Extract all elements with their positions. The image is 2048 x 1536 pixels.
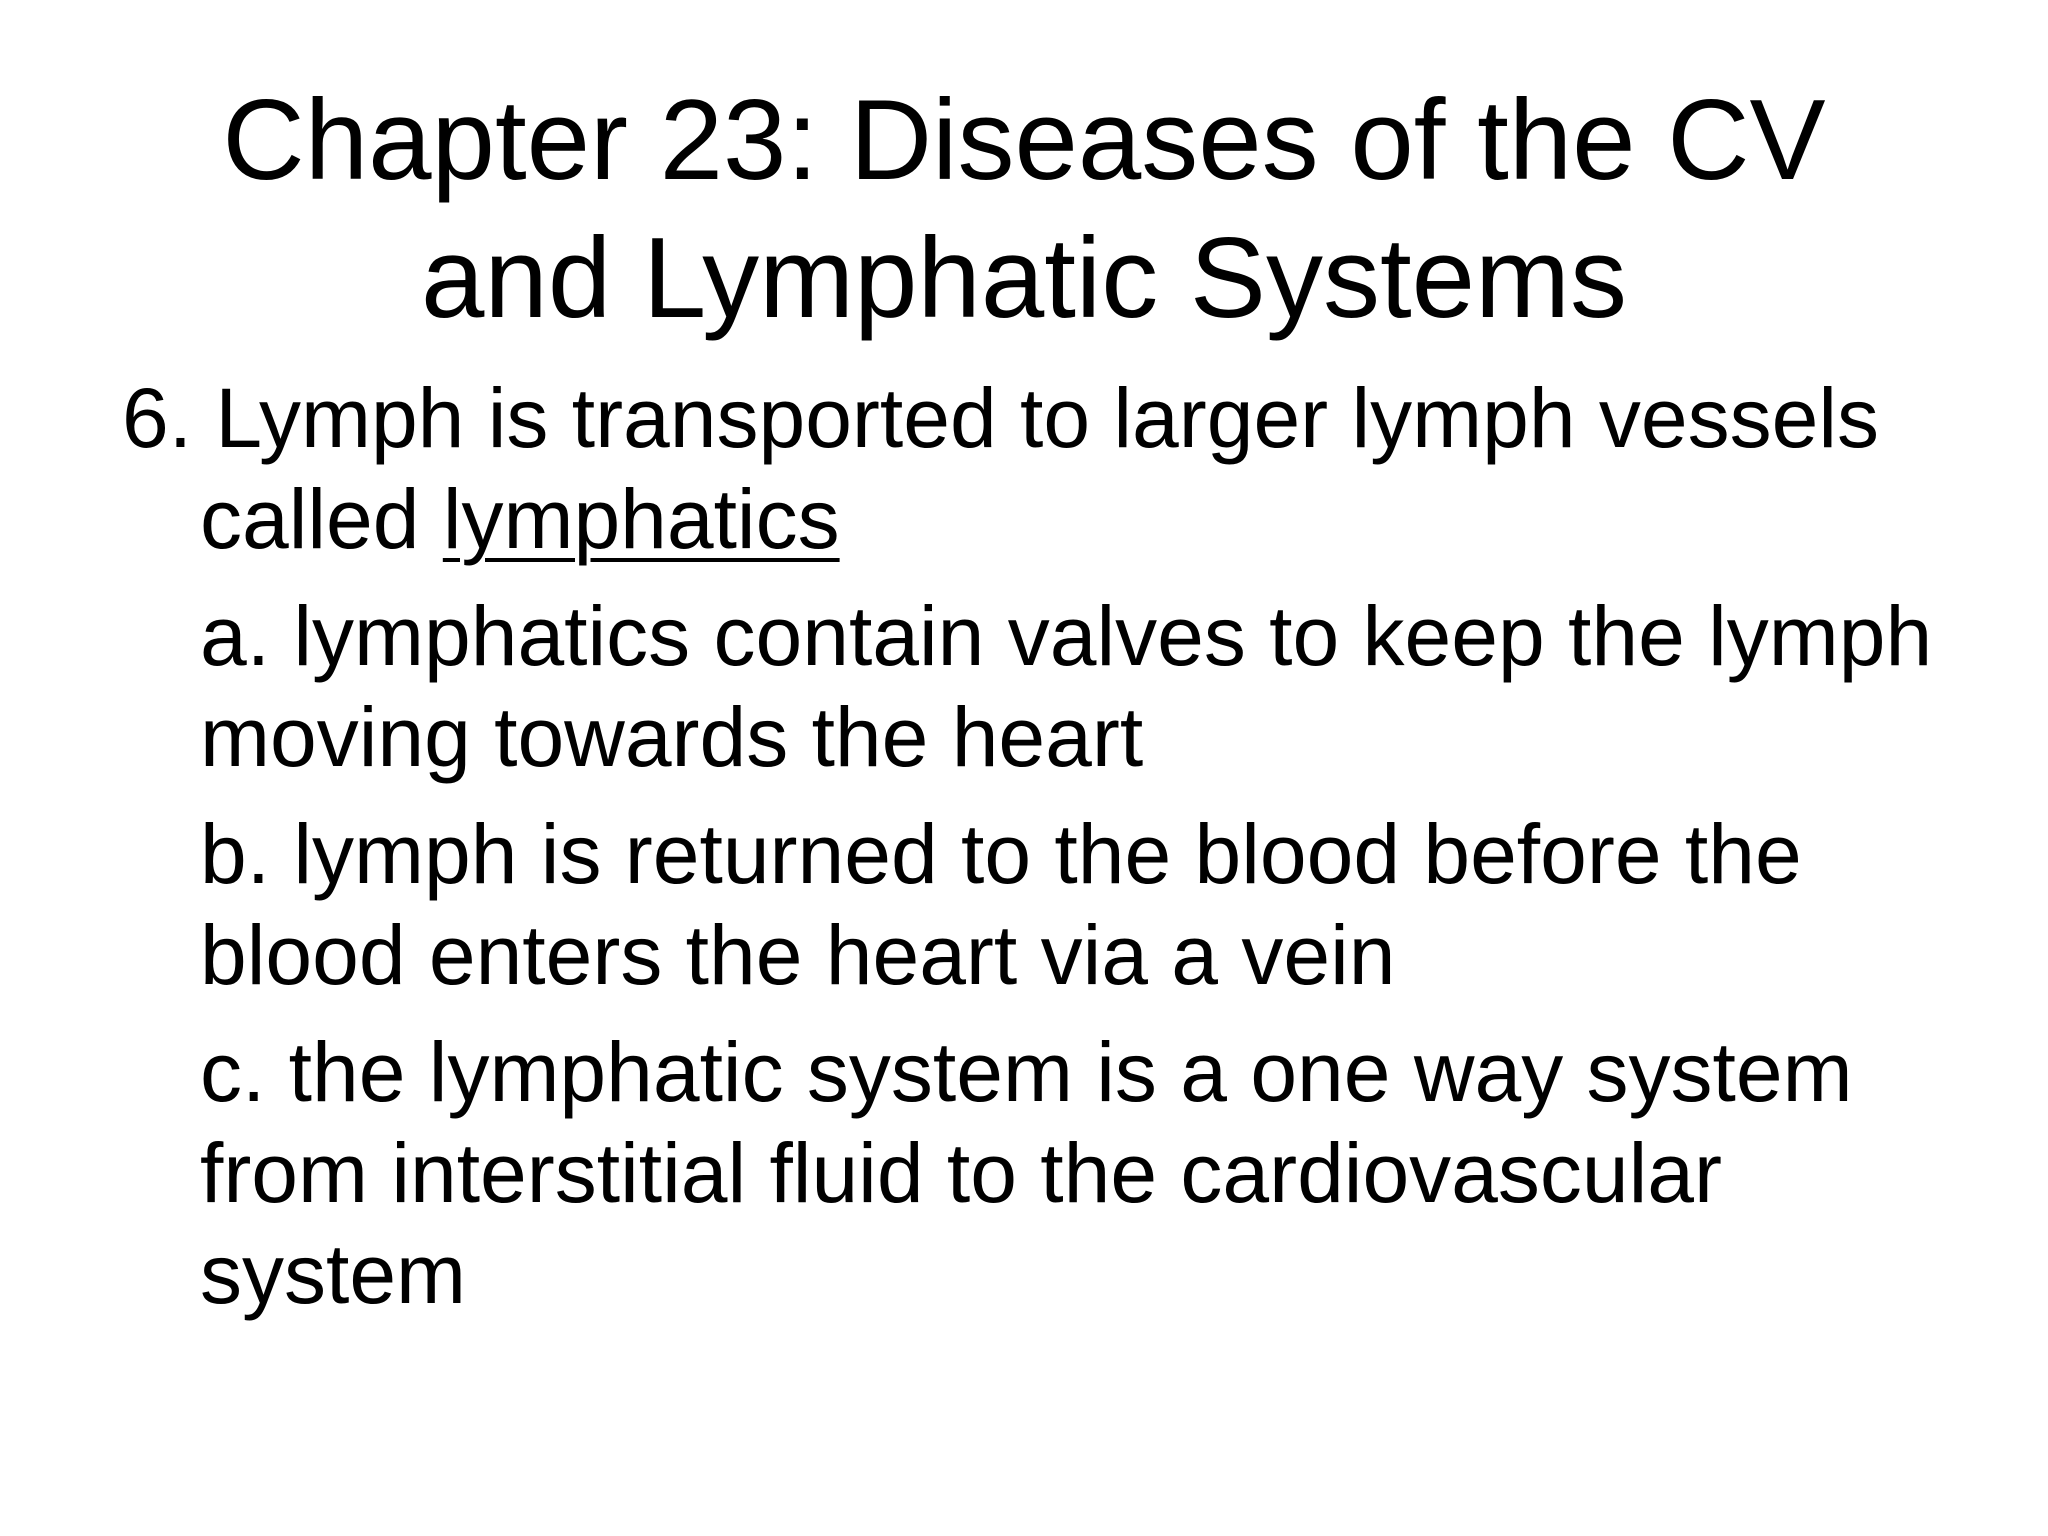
slide-title-line-2: and Lymphatic Systems [421,215,1627,342]
main-point-6 [122,368,1942,570]
main-point-text: 6. Lymph is transported to larger lymph vessels called [122,371,1879,566]
underlined-term-lymphatics: lymphatics [442,472,840,566]
sub-point-b: b. lymph is returned to the blood before the blood enters the heart via a vein [200,807,1802,1002]
slide-body [122,368,1942,1341]
sub-point-a: a. lymphatics contain valves to keep the lymph moving towards the heart [200,589,1933,784]
slide-title [0,72,2048,348]
sub-point-c: c. the lymphatic system is a one way system from interstitial fluid to the cardiovascular system [200,1025,1853,1321]
slide-title-line-1: Chapter 23: Diseases of the CV [222,77,1826,204]
